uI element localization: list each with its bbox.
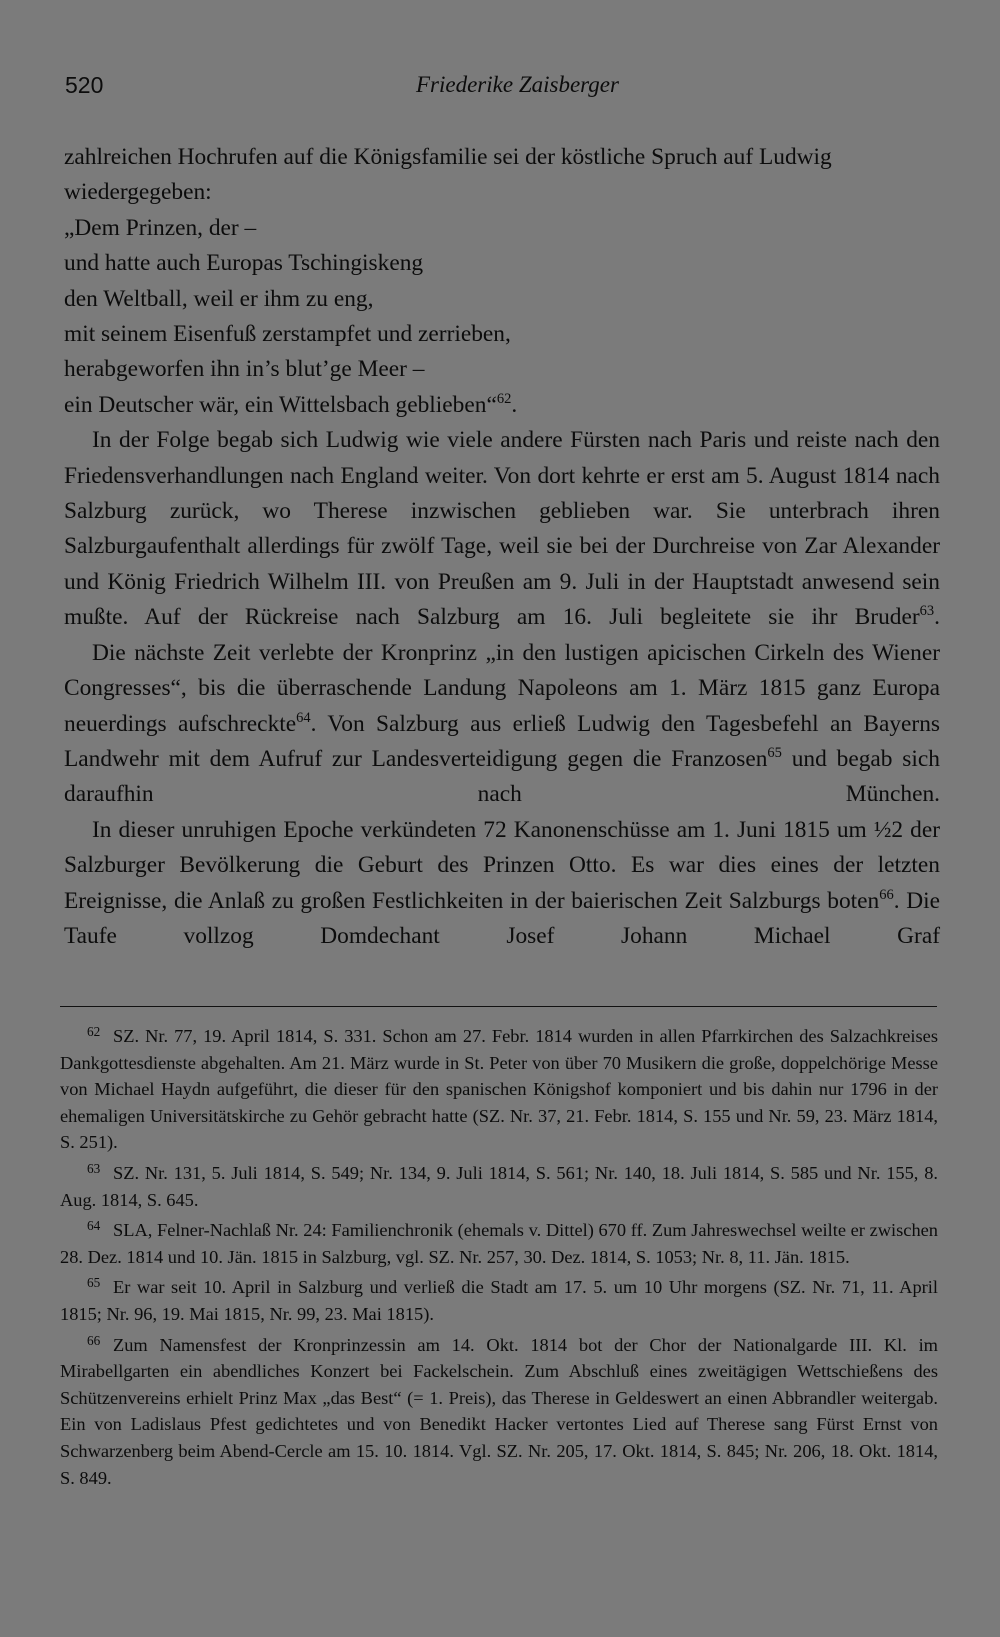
verse-line-last [64, 388, 940, 423]
paragraph-text: und begab sich daraufhin nach München. [64, 745, 940, 808]
paragraph-text: Die nächste Zeit verlebte der Kronprinz „in den lustigen apicischen Cirkeln des Wiener Congresses“, bis die überraschende Landung Napoleons am 1. März 1815 ganz Europa neuerdings aufschreckte [64, 639, 940, 737]
intro-line: zahlreichen Hochrufen auf die Königsfamilie sei der köstliche Spruch auf Ludwig [64, 144, 832, 170]
paragraph-2 [64, 636, 940, 813]
paragraph-1 [64, 423, 940, 635]
footnote-text: SLA, Felner-Nachlaß Nr. 24: Familienchronik (ehemals v. Dittel) 670 ff. Zum Jahreswechsel weilte er zwischen 28. Dez. 1814 und 10. Jän. 1815 in Salzburg, vgl. SZ. Nr. 257, 30. Dez. 1814, S. 1053; Nr. 8, 11. Jän. 1815. [60, 1220, 938, 1267]
footnote-ref: 65 [767, 744, 782, 761]
footnote-divider [60, 1006, 937, 1007]
main-text [64, 140, 940, 954]
footnote-text: SZ. Nr. 131, 5. Juli 1814, S. 549; Nr. 134, 9. Juli 1814, S. 561; Nr. 140, 18. Juli 1814, S. 585 und Nr. 155, 8. Aug. 1814, S. 645. [60, 1162, 938, 1210]
verse-line: ein Deutscher wär, ein Wittelsbach geblieben“ [64, 391, 497, 418]
footnote: 64 SLA, Felner-Nachlaß Nr. 24: Familienchronik (ehemals v. Dittel) 670 ff. Zum Jahreswechsel weilte er zwischen 28. Dez. 1814 und 10. Jän. 1815 in Salzburg, vgl. SZ. Nr. 257, 30. Dez. 1814, S. 1053; Nr. 8, 11. Jän. 1815. [60, 1218, 938, 1267]
paragraph-text: . Von Salzburg aus erließ Ludwig den Tagesbefehl an Bayerns Landwehr mit dem Aufruf zur Landesverteidigung gegen die Franzosen [64, 710, 941, 772]
verse-block [64, 211, 940, 423]
verse-line: den Weltball, weil er ihm zu eng, [64, 285, 374, 312]
footnote-text: SZ. Nr. 77, 19. April 1814, S. 331. Schon am 27. Febr. 1814 wurden in allen Pfarrkirchen des Salzachkreises Dankgottesdienste abgehalten. Am 21. März wurde in St. Peter von über 70 Musikern die große, doppelchörige Messe von Michael Haydn aufgeführt, die dieser für den spanischen Königshof komponiert und bis dahin nur 1796 in der ehemaligen Universitätskirche zu Gehör gebracht hatte (SZ. Nr. 37, 21. Febr. 1814, S. 155 und Nr. 59, 23. März 1814, S. 251). [60, 1026, 938, 1153]
running-title: Friederike Zaisberger [416, 72, 619, 97]
paragraph-text: . Die Taufe vollzog Domdechant Josef Johann Michael Graf [64, 887, 941, 949]
verse-line: „Dem Prinzen, der – [64, 214, 257, 241]
paragraph-text: In der Folge begab sich Ludwig wie viele andere Fürsten nach Paris und reiste nach den Friedensverhandlungen nach England weiter. Von dort kehrte er erst am 5. August 1814 nach Salzburg zurück, wo Therese inzwischen geblieben war. Sie unterbrach ihren Salzburgaufenthalt allerdings für zwölf Tage, weil sie bei der Durchreise von Zar Alexander und König Friedrich Wilhelm III. von Preußen am 9. Juli in der Hauptstadt anwesend sein mußte. Auf der Rückreise nach Salzburg am 16. Juli begleitete sie ihr Bruder [64, 427, 940, 631]
footnote-ref: 66 [879, 886, 894, 903]
paragraph-3 [64, 813, 940, 955]
footnote-ref: 63 [919, 603, 935, 620]
verse-line: mit seinem Eisenfuß zerstampfet und zerrieben, [64, 321, 511, 348]
footnote: 62 SZ. Nr. 77, 19. April 1814, S. 331. Schon am 27. Febr. 1814 wurden in allen Pfarrkirchen des Salzachkreises Dankgottesdienste abgehalten. Am 21. März wurde in St. Peter von über 70 Musikern die große, doppelchörige Messe von Michael Haydn aufgeführt, die dieser für den spanischen Königshof komponiert und bis dahin nur 1796 in der ehemaligen Universitätskirche zu Gehör gebracht hatte (SZ. Nr. 37, 21. Febr. 1814, S. 155 und Nr. 59, 23. März 1814, S. 251). [60, 1024, 938, 1153]
footnote: 65 Er war seit 10. April in Salzburg und verließ die Stadt am 17. 5. um 10 Uhr morgens (SZ. Nr. 71, 11. April 1815; Nr. 96, 19. Mai 1815, Nr. 99, 23. Mai 1815). [60, 1275, 938, 1324]
footnote-ref: 64 [296, 709, 311, 726]
verse-end: . [511, 391, 518, 418]
intro-line: wiedergegeben: [64, 179, 212, 206]
footnote: 63 SZ. Nr. 131, 5. Juli 1814, S. 549; Nr. 134, 9. Juli 1814, S. 561; Nr. 140, 18. Juli 1814, S. 585 und Nr. 155, 8. Aug. 1814, S. 645. [60, 1161, 938, 1210]
verse-line: und hatte auch Europas Tschingiskeng [64, 250, 424, 277]
footnote-text: Zum Namensfest der Kronprinzessin am 14. Okt. 1814 bot der Chor der Nationalgarde III. Kl. im Mirabellgarten ein abendliches Konzert bei Fackelschein. Zum Abschluß eines zweitägigen Wettschießens des Schützenvereins erhielt Prinz Max „das Best“ (= 1. Preis), das Therese in Geldeswert an einen Abbrandler weitergab. Ein von Ladislaus Pfest gedichtetes und von Benedikt Hacker vertontes Lied auf Therese sang Fürst Ernst von Schwarzenberg beim Abend-Cercle am 15. 10. 1814. Vgl. SZ. Nr. 205, 17. Okt. 1814, S. 845; Nr. 206, 18. Okt. 1814, S. 849. [60, 1334, 938, 1488]
paragraph-text: In dieser unruhigen Epoche verkündeten 72 Kanonenschüsse am 1. Juni 1815 um ½2 der Salzburger Bevölkerung die Geburt des Prinzen Otto. Es war dies eines der letzten Ereignisse, die Anlaß zu großen Festlichkeiten in der baierischen Zeit Salzburgs boten [64, 816, 940, 914]
footnote-text: Er war seit 10. April in Salzburg und verließ die Stadt am 17. 5. um 10 Uhr morgens (SZ. Nr. 71, 11. April 1815; Nr. 96, 19. Mai 1815, Nr. 99, 23. Mai 1815). [60, 1277, 938, 1324]
footnote-ref: 62 [496, 390, 512, 407]
verse-line: herabgeworfen ihn in’s blut’ge Meer – [64, 356, 425, 383]
paragraph-end: . [934, 604, 940, 631]
footnotes [60, 1023, 938, 1495]
footnote: 66 Zum Namensfest der Kronprinzessin am 14. Okt. 1814 bot der Chor der Nationalgarde III. Kl. im Mirabellgarten ein abendliches Konzert bei Fackelschein. Zum Abschluß eines zweitägigen Wettschießens des Schützenvereins erhielt Prinz Max „das Best“ (= 1. Preis), das Therese in Geldeswert an einen Abbrandler weitergab. Ein von Ladislaus Pfest gedichtetes und von Benedikt Hacker vertontes Lied auf Therese sang Fürst Ernst von Schwarzenberg beim Abend-Cercle am 15. 10. 1814. Vgl. SZ. Nr. 205, 17. Okt. 1814, S. 845; Nr. 206, 18. Okt. 1814, S. 849. [60, 1332, 938, 1488]
intro-lines [64, 140, 940, 211]
page-number: 520 [65, 72, 104, 98]
page-header [0, 68, 1000, 108]
